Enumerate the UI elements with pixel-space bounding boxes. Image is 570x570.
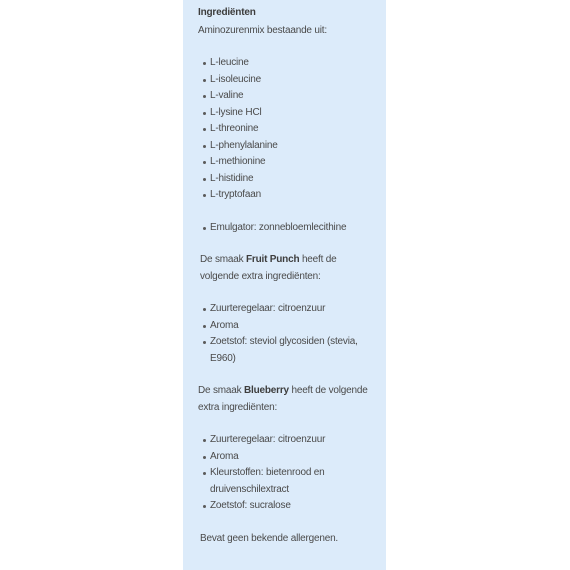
list-item: Emulgator: zonnebloemlecithine bbox=[210, 220, 378, 237]
list-item: Zuurteregelaar: citroenzuur bbox=[210, 301, 378, 318]
fruit-punch-suffix: heeft de volgende extra ingrediënten: bbox=[200, 254, 337, 282]
fruit-punch-list bbox=[198, 301, 378, 367]
allergens-note: Bevat geen bekende allergenen. bbox=[200, 532, 339, 544]
list-item: Zoetstof: sucralose bbox=[210, 498, 378, 515]
list-item: L-valine bbox=[210, 88, 378, 105]
amino-mix-intro: Aminozurenmix bestaande uit: bbox=[198, 24, 327, 36]
fruit-punch-paragraph bbox=[198, 252, 378, 285]
list-item: L-threonine bbox=[210, 121, 378, 138]
blueberry-flavor: Blueberry bbox=[244, 385, 289, 396]
list-item: L-leucine bbox=[210, 55, 378, 72]
ingredients-title: Ingrediënten bbox=[198, 7, 256, 18]
emulsifier-list bbox=[198, 220, 378, 237]
list-item: Kleurstoffen: bietenrood en druivenschilextract bbox=[210, 465, 378, 498]
list-item: L-lysine HCl bbox=[210, 105, 378, 122]
list-item: Aroma bbox=[210, 318, 378, 335]
list-item: L-tryptofaan bbox=[210, 187, 378, 204]
fruit-punch-flavor: Fruit Punch bbox=[246, 254, 300, 265]
list-item: Zuurteregelaar: citroenzuur bbox=[210, 432, 378, 449]
ingredients-panel bbox=[183, 0, 386, 570]
amino-acid-list bbox=[198, 55, 378, 204]
list-item: L-histidine bbox=[210, 171, 378, 188]
list-item: L-isoleucine bbox=[210, 72, 378, 89]
blueberry-prefix: De smaak bbox=[198, 385, 244, 396]
blueberry-list bbox=[198, 432, 378, 515]
blueberry-paragraph bbox=[198, 383, 378, 416]
list-item: L-phenylalanine bbox=[210, 138, 378, 155]
list-item: Aroma bbox=[210, 449, 378, 466]
list-item: L-methionine bbox=[210, 154, 378, 171]
fruit-punch-prefix: De smaak bbox=[200, 254, 246, 265]
list-item: Zoetstof: steviol glycosiden (stevia, E960) bbox=[210, 334, 378, 367]
blueberry-suffix: heeft de volgende extra ingrediënten: bbox=[198, 385, 368, 413]
